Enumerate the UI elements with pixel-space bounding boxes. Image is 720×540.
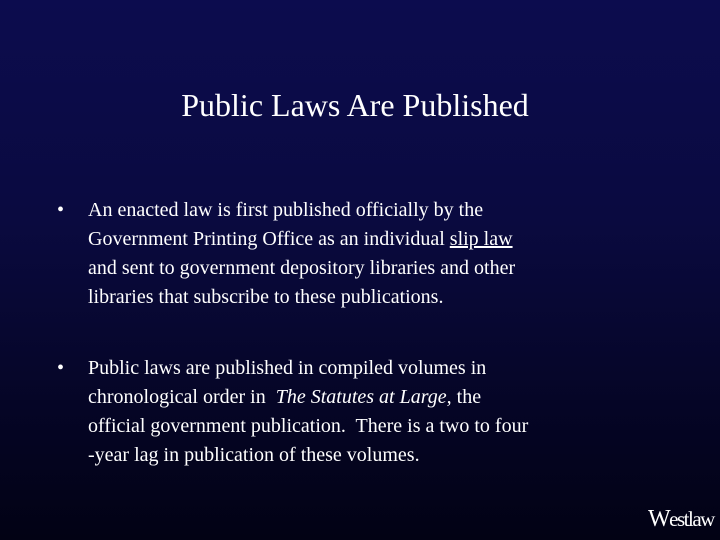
bullet-line: An enacted law is first published officially by the — [88, 199, 484, 221]
bullet-icon: • — [57, 357, 65, 379]
bullet-line: -year lag in publication of these volumes. — [88, 444, 420, 466]
bullet-line: the — [451, 386, 482, 408]
logo-initial: W — [648, 506, 670, 532]
logo-rest: estlaw — [669, 507, 714, 531]
bullet-text — [88, 354, 628, 470]
bullet-line: libraries that subscribe to these publications. — [88, 286, 444, 308]
publication-title: The Statutes at Large, — [275, 386, 452, 408]
slide-title: Public Laws Are Published — [181, 87, 529, 123]
bullet-line: Government Printing Office as an individual — [88, 228, 450, 250]
bullet-icon: • — [57, 199, 65, 221]
bullet-line: official government publication. There is a two to four — [88, 415, 529, 437]
westlaw-logo — [648, 506, 714, 532]
bullet-line: chronological order in — [88, 386, 276, 408]
bullet-line: Public laws are published in compiled volumes in — [88, 357, 487, 379]
bullet-text — [88, 196, 628, 312]
bullet-line: and sent to government depository libraries and other — [88, 257, 516, 279]
slip-law-link[interactable]: slip law — [449, 228, 513, 250]
